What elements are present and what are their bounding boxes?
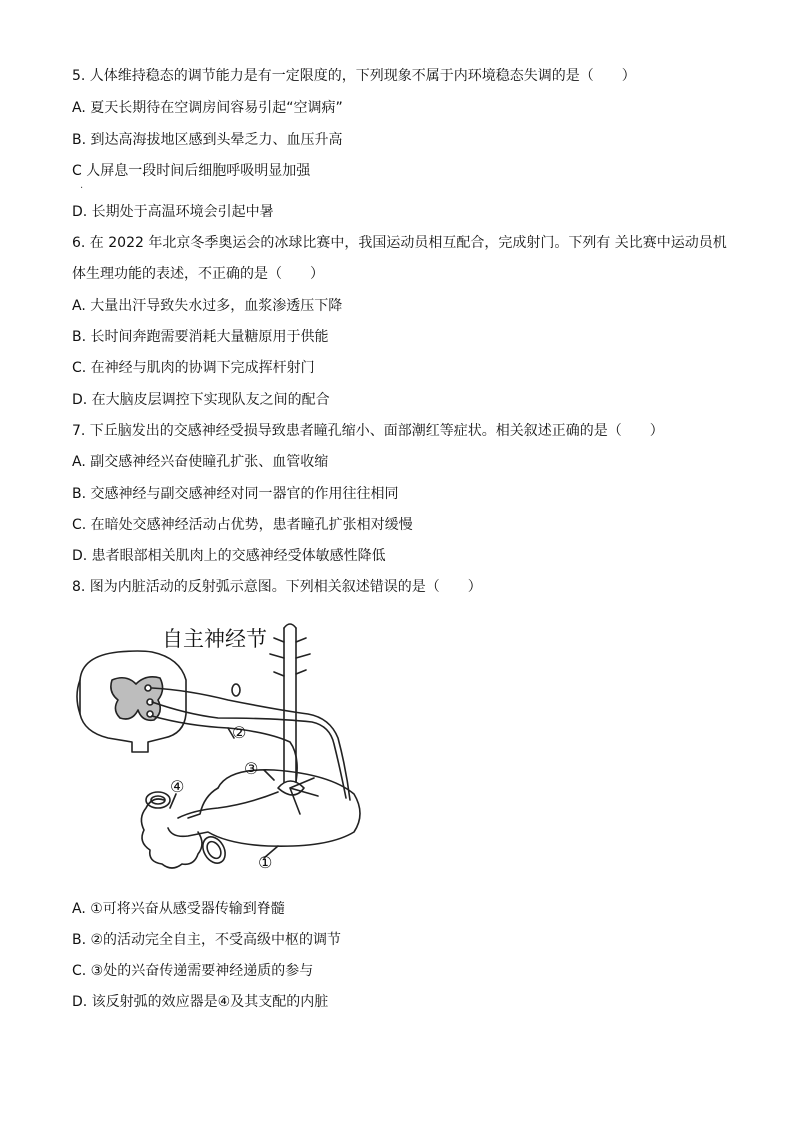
question-6-stem: 6. 在 2022 年北京冬季奥运会的冰球比赛中，我国运动员相互配合，完成射门。下列有 关比赛中运动员机 [72,235,727,251]
label-2: ② [232,723,247,742]
intestine-opening-top [146,792,170,808]
nerve-fiber-lower [152,716,297,782]
question-5-option-c: C 人屏息一段时间后细胞呼吸明显加强 [72,163,311,179]
question-6-option-d: D. 在大脑皮层调控下实现队友之间的配合 [72,392,330,408]
question-8-stem: 8. 图为内脏活动的反射弧示意图。下列相关叙述错误的是（ ） [72,579,482,595]
question-5-option-a: A. 夏天长期待在空调房间容易引起“空调病” [72,100,343,116]
label-3: ③ [244,759,259,778]
question-7-option-c: C. 在暗处交感神经活动占优势，患者瞳孔扩张相对缓慢 [72,517,413,533]
question-8-option-d: D. 该反射弧的效应器是④及其支配的内脏 [72,994,329,1010]
reflex-arc-figure [68,618,368,880]
question-6-option-b: B. 长时间奔跑需要消耗大量糖原用于供能 [72,329,329,345]
question-5-stem: 5. 人体维持稳态的调节能力是有一定限度的，下列现象不属于内环境稳态失调的是（ ） [72,68,636,84]
intestine-opening-bottom [198,833,229,867]
scan-dot: · [80,183,84,194]
spinal-grey-matter [111,677,163,720]
question-7-option-d: D. 患者眼部相关肌肉上的交感神经受体敏感性降低 [72,548,386,564]
label-1: ① [258,853,273,872]
label-4: ④ [170,777,185,796]
question-6-option-c: C. 在神经与肌肉的协调下完成挥杆射门 [72,360,315,376]
intestine-outline [168,770,360,846]
question-8-option-a: A. ①可将兴奋从感受器传输到脊髓 [72,901,285,917]
question-7-stem: 7. 下丘脑发出的交感神经受损导致患者瞳孔缩小、面部潮红等症状。相关叙述正确的是（ ） [72,423,664,439]
sympathetic-trunk [284,628,296,784]
question-6-stem-continued: 体生理功能的表述，不正确的是（ ） [72,266,324,282]
question-5-option-d: D. 长期处于高温环境会引起中暑 [72,204,274,220]
question-8-option-b: B. ②的活动完全自主，不受高级中枢的调节 [72,932,342,948]
question-8-option-c: C. ③处的兴奋传递需要神经递质的参与 [72,963,314,979]
question-7-option-b: B. 交感神经与副交感神经对同一器官的作用往往相同 [72,486,399,502]
question-6-option-a: A. 大量出汗导致失水过多，血浆渗透压下降 [72,298,343,314]
question-5-option-b: B. 到达高海拔地区感到头晕乏力、血压升高 [72,132,343,148]
question-7-option-a: A. 副交感神经兴奋使瞳孔扩张、血管收缩 [72,454,329,470]
figure-title: 自主神经节 [162,627,267,651]
